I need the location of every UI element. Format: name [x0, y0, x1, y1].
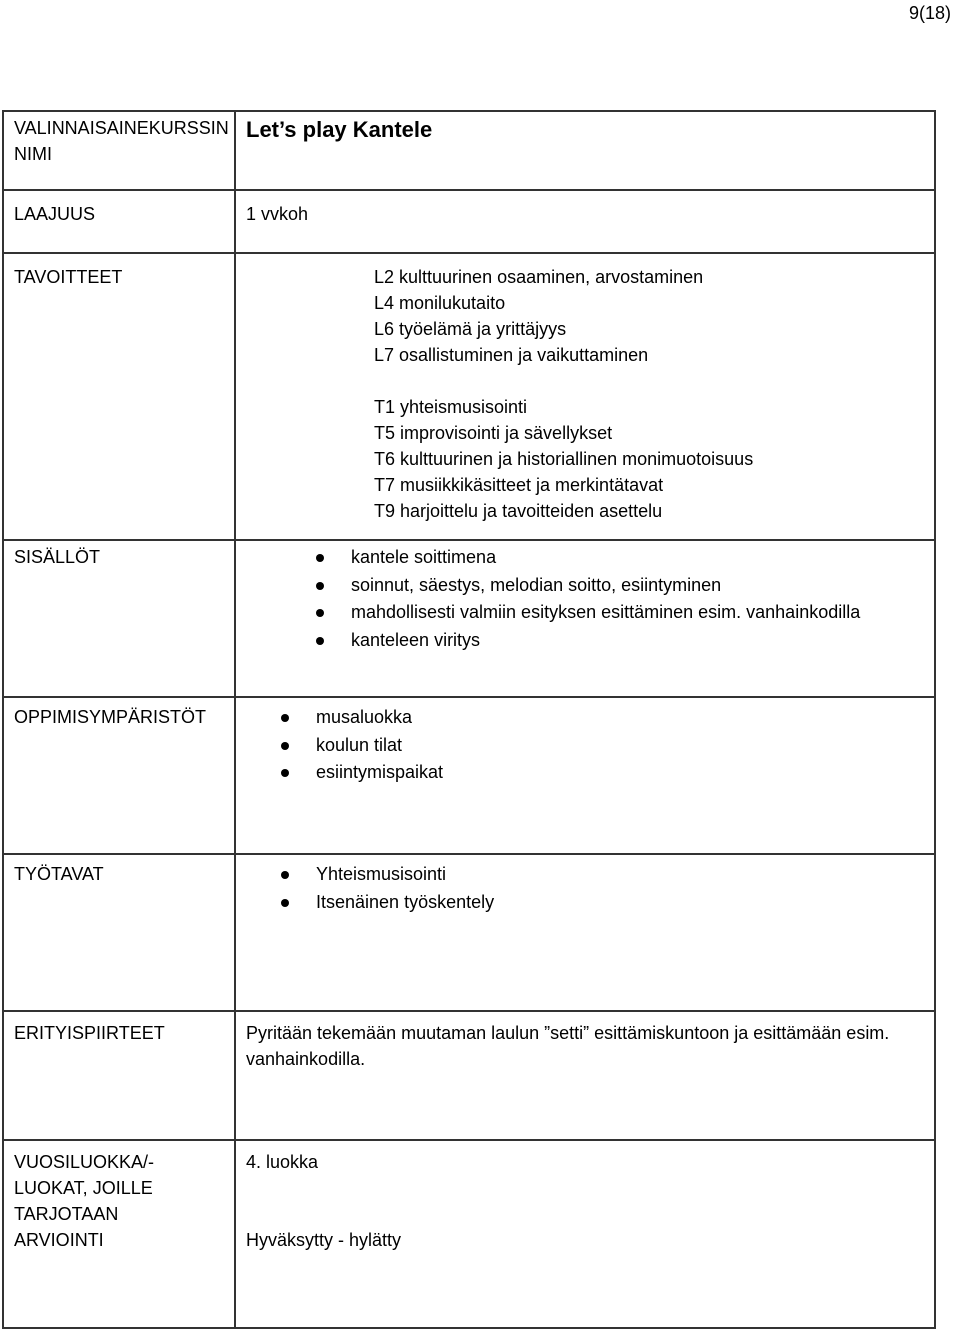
row-contents [3, 540, 935, 697]
grade-label: VUOSILUOKKA/-LUOKAT, JOILLE TARJOTAAN [14, 1152, 155, 1224]
list-item: kantele soittimena [246, 544, 926, 572]
goal-item: T6 kulttuurinen ja historiallinen monimuotoisuus [374, 449, 754, 469]
goal-item: T1 yhteismusisointi [374, 397, 528, 417]
list-item: musaluokka [246, 704, 926, 732]
goal-item: T5 improvisointi ja sävellykset [374, 423, 613, 443]
row-environments [3, 697, 935, 854]
list-item: kanteleen viritys [246, 627, 926, 655]
page-number: 9(18) [908, 3, 951, 23]
scope-label: LAAJUUS [3, 190, 235, 253]
list-item: esiintymispaikat [246, 759, 926, 787]
row-course-name [3, 111, 935, 190]
list-item: mahdollisesti valmiin esityksen esittäminen esim. vanhainkodilla [246, 599, 926, 627]
assessment-value: Hyväksytty - hylätty [246, 1230, 402, 1250]
row-scope [3, 190, 935, 253]
row-features [3, 1011, 935, 1140]
goal-item: T9 harjoittelu ja tavoitteiden asettelu [374, 501, 663, 521]
contents-label: SISÄLLÖT [3, 540, 235, 697]
list-item: soinnut, säestys, melodian soitto, esiintyminen [246, 572, 926, 600]
goal-item: T7 musiikkikäsitteet ja merkintätavat [374, 475, 664, 495]
scope-value: 1 vvkoh [235, 190, 935, 253]
row-grade [3, 1140, 935, 1328]
environments-label: OPPIMISYMPÄRISTÖT [3, 697, 235, 854]
methods-label: TYÖTAVAT [3, 854, 235, 1011]
environments-list [246, 704, 926, 787]
goal-item: L2 kulttuurinen osaaminen, arvostaminen [374, 267, 704, 287]
row-methods [3, 854, 935, 1011]
grade-value: 4. luokka [246, 1152, 319, 1172]
row-goals [3, 253, 935, 540]
features-label: ERITYISPIIRTEET [3, 1011, 235, 1140]
contents-list [246, 544, 926, 654]
course-name-label: VALINNAISAINEKURSSIN NIMI [3, 111, 235, 190]
course-description-table [2, 110, 936, 1329]
list-item: koulun tilat [246, 732, 926, 760]
list-item: Itsenäinen työskentely [246, 889, 926, 917]
goal-item: L6 työelämä ja yrittäjyys [374, 319, 567, 339]
goals-label: TAVOITTEET [3, 253, 235, 540]
methods-list [246, 861, 926, 916]
goals-list [246, 264, 926, 524]
assessment-label: ARVIOINTI [14, 1230, 104, 1250]
course-title: Let’s play Kantele [246, 117, 433, 142]
features-value: Pyritään tekemään muutaman laulun ”setti” esittämiskuntoon ja esittämään esim. vanhainkodilla. [235, 1011, 935, 1140]
goal-item: L7 osallistuminen ja vaikuttaminen [374, 345, 649, 365]
goal-item: L4 monilukutaito [374, 293, 506, 313]
list-item: Yhteismusisointi [246, 861, 926, 889]
